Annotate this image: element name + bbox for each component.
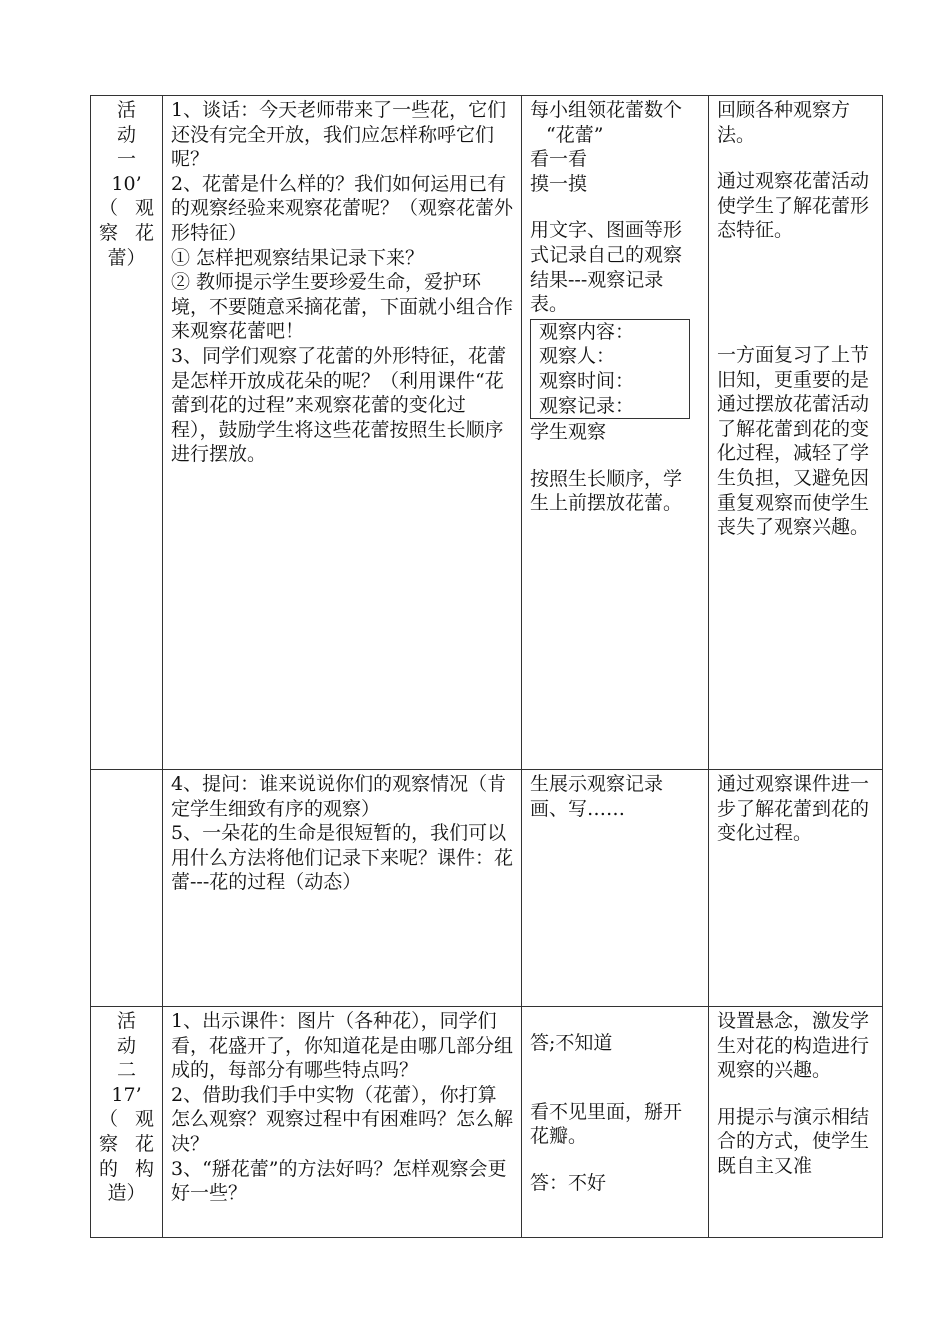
teacher-activity-cell [163,770,522,1007]
intent-paragraph: 一方面复习了上节旧知，更重要的是通过摆放花蕾活动了解花蕾到花的变化过程，减轻了学生负担，又避免因重复观察而使学生丧失了观察兴趣。 [717,343,870,539]
teacher-activity-cell [163,96,522,770]
table-row [91,96,883,770]
student-line: 学生观察 [530,421,607,444]
teacher-paragraph: 3、“掰花蕾”的方法好吗？怎样观察会更好一些？ [171,1157,507,1205]
activity-line: 17’ [111,1083,142,1106]
activity-line: 活 [116,1010,136,1032]
activity-cell [91,96,163,770]
teacher-paragraph: ② 教师提示学生要珍爱生命，爱护环境，不要随意采摘花蕾，下面就小组合作来观察花蕾吧！ [171,271,514,343]
record-field: 观察内容： [539,320,635,343]
activity-line: 的 构 [99,1157,154,1180]
student-line: 答;不知道 [530,1032,613,1054]
activity-line: 蕾） [107,246,146,269]
teacher-paragraph: 5、一朵花的生命是很短暂的，我们可以用什么方法将他们记录下来呢？课件：花蕾---花的过程（动态） [171,822,514,894]
student-line: 看不见里面，掰开花瓣。 [530,1100,683,1148]
teacher-paragraph: 4、提问：谁来说说你们的观察情况（肯定学生细致有序的观察） [171,773,507,820]
student-line: 看一看 [530,148,588,171]
teacher-paragraph: 2、借助我们手中实物（花蕾），你打算怎么观察？观察过程中有困难吗？怎么解决？ [171,1083,514,1155]
activity-line: 二 [116,1059,136,1082]
teacher-paragraph: 1、谈话：今天老师带来了一些花，它们还没有完全开放，我们应怎样称呼它们呢？ [171,99,507,171]
intent-paragraph: 回顾各种观察方法。 [717,99,851,146]
student-activity-cell [522,96,709,770]
student-line: 用文字、图画等形式记录自己的观察结果---观察记录表。 [530,219,683,316]
teacher-paragraph: 3、同学们观察了花蕾的外形特征，花蕾是怎样开放成花朵的呢？（利用课件“花蕾到花的过程”来观察花蕾的变化过程），鼓励学生将这些花蕾按照生长顺序进行摆放。 [171,344,507,466]
student-line: 生展示观察记录画、写…… [530,773,664,820]
intent-paragraph: 用提示与演示相结合的方式，使学生既自主又准 [717,1105,870,1177]
activity-line: 10’ [111,172,142,195]
student-line: 摸一摸 [530,172,588,195]
activity-line: 察 花 [99,1132,154,1155]
design-intent-cell [709,770,883,1007]
activity-line: 察 花 [99,221,154,244]
table-row [91,770,883,1007]
design-intent-cell [709,96,883,770]
observation-record-box [530,319,690,419]
design-intent-cell [709,1007,883,1238]
lesson-plan-table [90,95,883,1238]
activity-line: （ 观 [99,1108,154,1131]
record-field: 观察人： [539,345,616,368]
table-row [91,1007,883,1238]
teacher-paragraph: ① 怎样把观察结果记录下来？ [171,246,425,269]
teacher-paragraph: 1、出示课件：图片（各种花），同学们看，花盛开了，你知道花是由哪几部分组成的，每部分有哪些特点吗？ [171,1010,514,1082]
student-activity-cell [522,1007,709,1238]
activity-cell [91,770,163,1007]
student-line: “花蕾” [546,123,604,146]
record-field: 观察时间： [539,369,635,392]
teacher-paragraph: 2、花蕾是什么样的？我们如何运用已有的观察经验来观察花蕾呢？（观察花蕾外形特征） [171,172,514,244]
activity-line: 一 [116,148,136,171]
intent-paragraph: 通过观察课件进一步了解花蕾到花的变化过程。 [717,773,870,845]
activity-line: 动 [116,1034,136,1057]
teacher-activity-cell [163,1007,522,1238]
intent-paragraph: 通过观察花蕾活动使学生了解花蕾形态特征。 [717,170,870,242]
student-line: 每小组领花蕾数个 [530,99,683,121]
student-line: 按照生长顺序，学生上前摆放花蕾。 [530,467,683,515]
activity-cell [91,1007,163,1238]
activity-line: 造） [107,1182,146,1205]
student-line: 答：不好 [530,1171,607,1194]
activity-line: 活 [116,99,136,121]
activity-line: 动 [116,123,136,146]
intent-paragraph: 设置悬念，激发学生对花的构造进行观察的兴趣。 [717,1010,870,1082]
student-activity-cell [522,770,709,1007]
activity-line: （ 观 [99,197,154,220]
record-field: 观察记录： [539,394,635,417]
